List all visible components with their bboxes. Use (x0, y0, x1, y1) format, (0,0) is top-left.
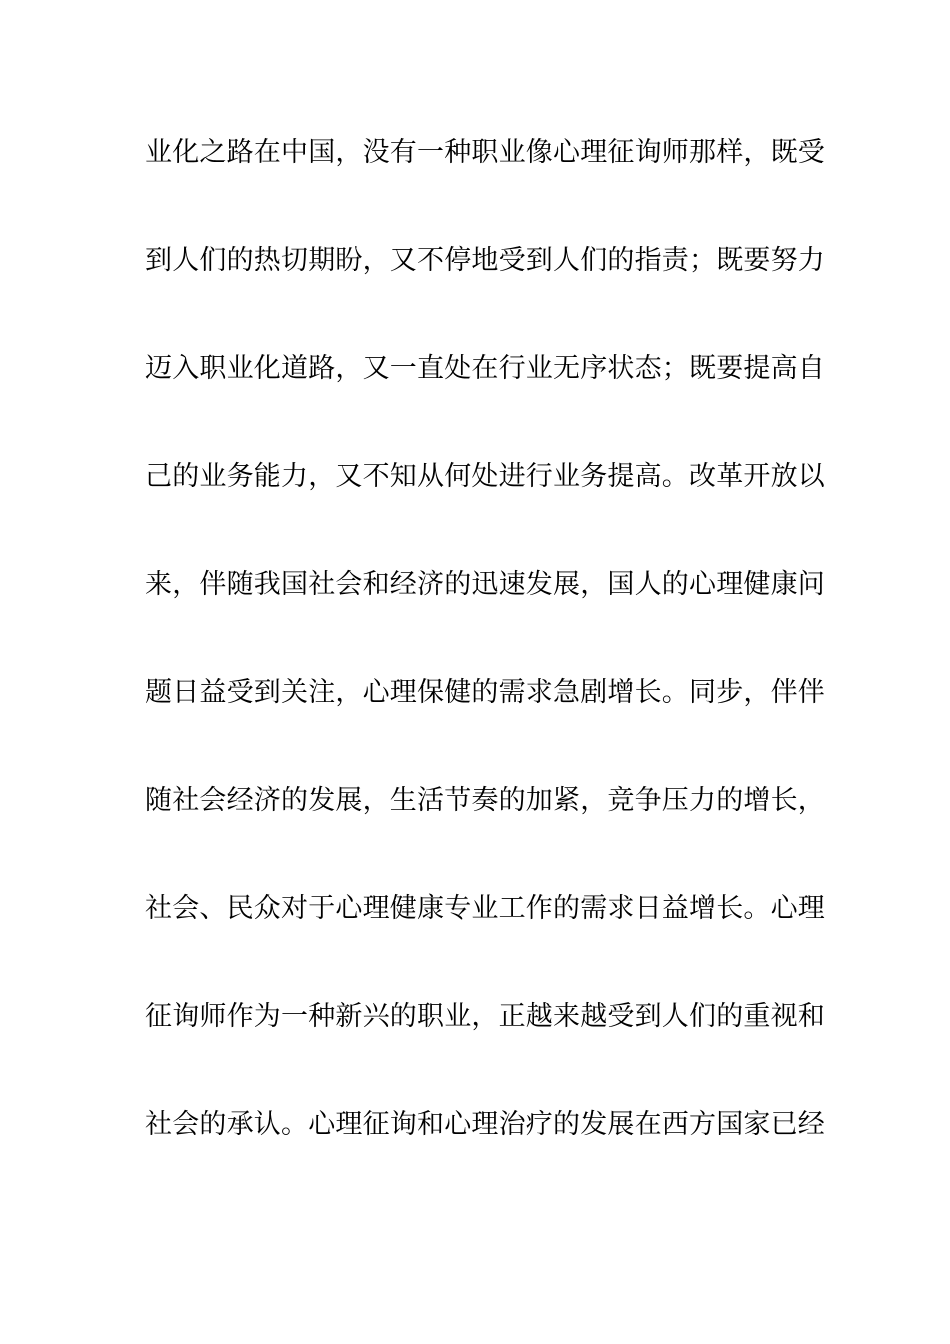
body-paragraph (145, 126, 825, 1206)
text-line: 社会的承认。心理征询和心理治疗的发展在西方国家已经 (145, 1109, 825, 1140)
text-line: 题日益受到关注，心理保健的需求急剧增长。同步，伴伴 (145, 677, 825, 708)
text-line: 社会、民众对于心理健康专业工作的需求日益增长。心理 (145, 893, 825, 924)
text-line: 迈入职业化道路，又一直处在行业无序状态；既要提高自 (145, 353, 825, 384)
text-line: 征询师作为一种新兴的职业，正越来越受到人们的重视和 (145, 1001, 825, 1032)
text-line: 己的业务能力，又不知从何处进行业务提高。改革开放以 (145, 461, 825, 492)
text-line: 随社会经济的发展，生活节奏的加紧，竞争压力的增长， (145, 785, 825, 816)
text-line: 到人们的热切期盼，又不停地受到人们的指责；既要努力 (145, 245, 825, 276)
text-line: 来，伴随我国社会和经济的迅速发展，国人的心理健康问 (145, 569, 825, 600)
text-line: 业化之路在中国，没有一种职业像心理征询师那样，既受 (145, 137, 825, 168)
